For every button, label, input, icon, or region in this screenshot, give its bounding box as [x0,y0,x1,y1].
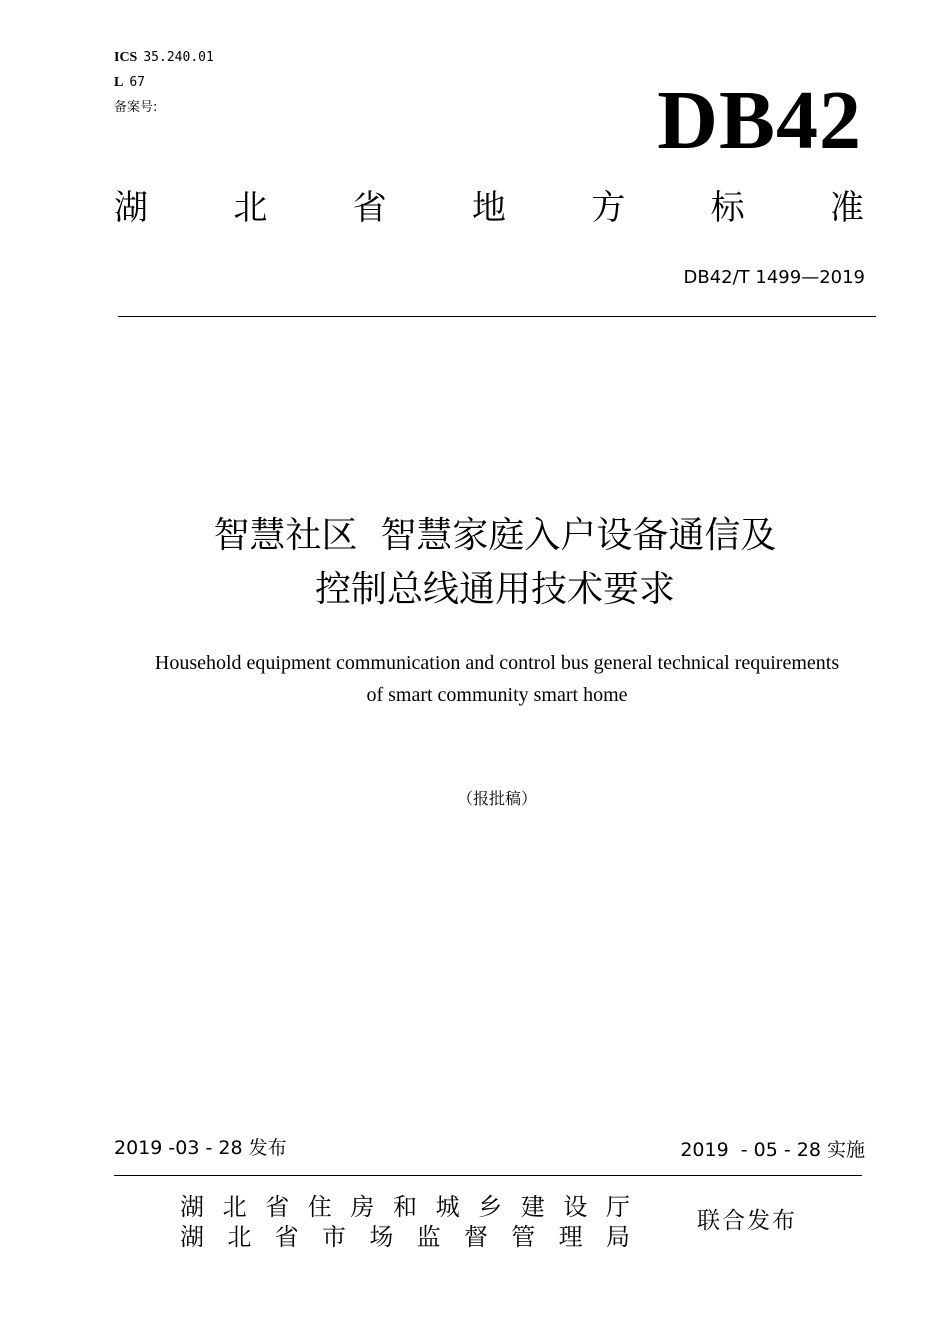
ics-value: 35.240.01 [143,50,214,65]
issuer-char: 管 [511,1223,536,1251]
issue-date: 2019 -03 - 28 发布 [114,1137,287,1159]
ccs-value: 67 [129,75,145,90]
standard-type-char: 方 [591,188,626,228]
standard-type-char: 标 [710,188,745,228]
issuer-char: 住 [307,1193,332,1221]
standard-type [114,186,864,230]
issuer-char: 局 [605,1223,630,1251]
issuer-char: 省 [265,1193,290,1221]
db-mark: DB42 [657,74,862,167]
joint-release-label: 联合发布 [697,1208,797,1234]
issuer-char: 北 [227,1223,252,1251]
standard-type-char: 北 [233,188,268,228]
standard-type-char: 省 [352,188,387,228]
issuer-char: 监 [416,1223,441,1251]
issuer-market-bureau [180,1222,630,1252]
top-divider [118,316,876,317]
issuer-char: 乡 [478,1193,503,1221]
issuer-char: 建 [520,1193,545,1221]
issuer-char: 理 [558,1223,583,1251]
issuer-char: 和 [392,1193,417,1221]
issuer-char: 省 [274,1223,299,1251]
bottom-divider [114,1175,862,1176]
issuer-char: 厅 [605,1193,630,1221]
ics-label: ICS [114,50,138,65]
standard-type-char: 湖 [114,188,148,228]
issuer-char: 城 [435,1193,460,1221]
issuer-char: 市 [321,1223,346,1251]
title-cn-line1: 智慧社区 智慧家庭入户设备通信及 [213,515,777,556]
draft-status: （报批稿） [456,789,537,808]
standard-type-char: 地 [471,188,506,228]
issuer-char: 设 [563,1193,588,1221]
issuer-char: 房 [350,1193,375,1221]
record-number-label: 备案号: [114,100,158,115]
ics-code [114,50,214,66]
standard-number: DB42/T 1499—2019 [683,267,865,288]
issuer-char: 督 [463,1223,488,1251]
issuer-char: 场 [369,1223,394,1251]
title-cn-line2: 控制总线通用技术要求 [314,569,675,610]
ccs-label: L [114,75,124,90]
issuer-char: 湖 [180,1223,204,1251]
implementation-date: 2019 - 05 - 28 实施 [680,1139,865,1161]
title-en-line2: of smart community smart home [366,684,628,706]
issuer-char: 北 [222,1193,247,1221]
standard-type-char: 准 [829,188,864,228]
issuer-housing-dept [180,1192,630,1222]
title-en-line1: Household equipment communication and control bus general technical requirements [154,652,840,674]
ccs-code [114,75,145,91]
issuer-char: 湖 [180,1193,204,1221]
